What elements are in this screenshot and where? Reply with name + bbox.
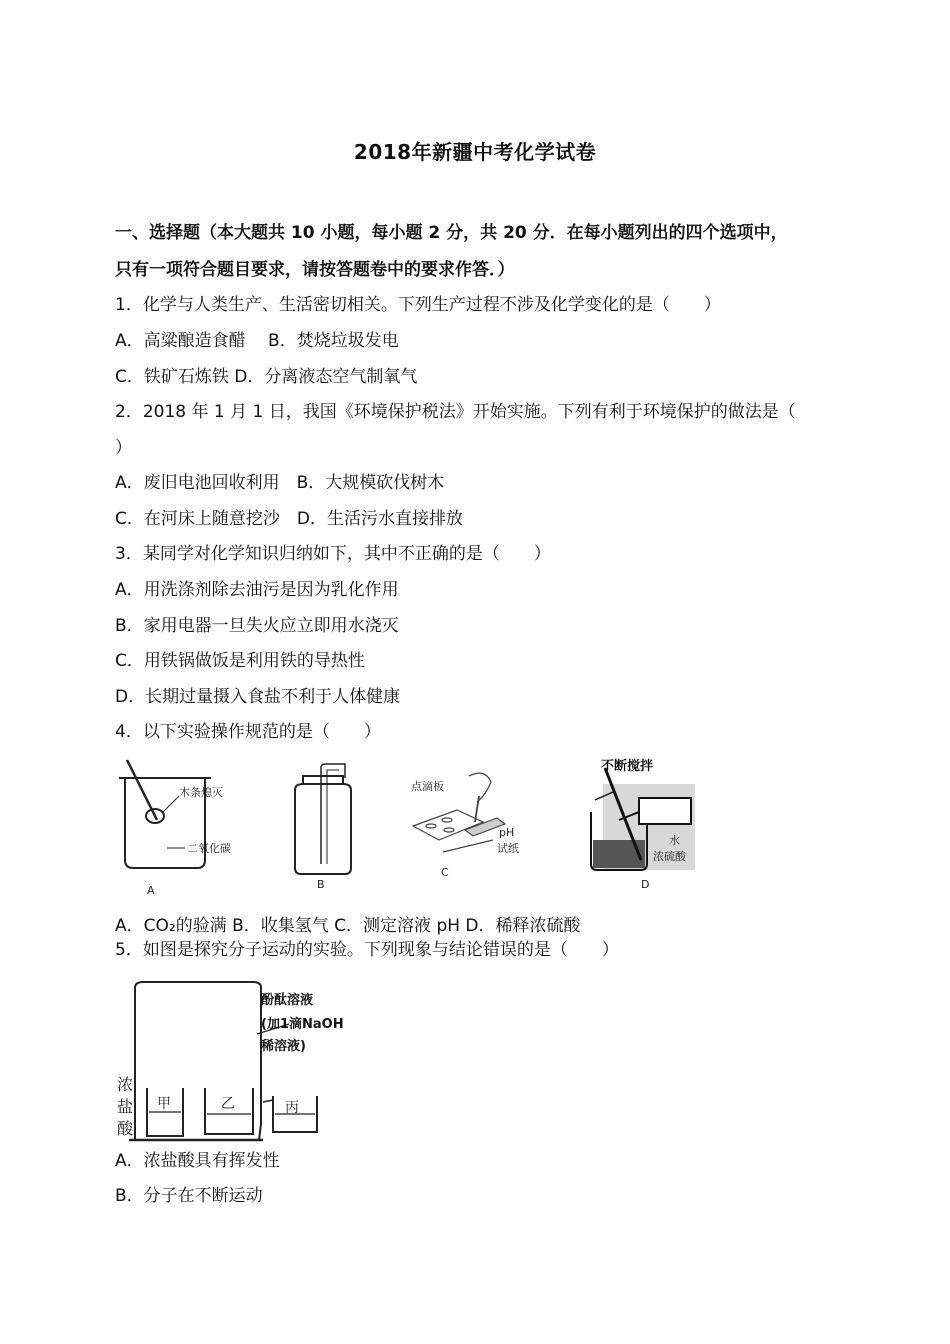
q4-options: A．CO₂的验满 B．收集氢气 C．测定溶液 pH D．稀释浓硫酸 bbox=[115, 916, 581, 936]
q5-option-a: A．浓盐酸具有挥发性 bbox=[115, 1151, 280, 1171]
q5-fig-acid2: 盐 bbox=[117, 1097, 134, 1116]
q5-option-b: B．分子在不断运动 bbox=[115, 1186, 263, 1206]
q5-fig-bell-jar bbox=[129, 982, 263, 1140]
q4-fig-a-gas: 二氧化碳 bbox=[187, 842, 231, 855]
q3-option-c: C．用铁锅做饭是利用铁的导热性 bbox=[115, 651, 365, 671]
q5-fig-label1: 酚酞溶液 bbox=[261, 993, 314, 1008]
q4-fig-b-bottle bbox=[295, 764, 351, 874]
q4-fig-a-letter: A bbox=[147, 884, 155, 897]
q4-fig-a-label: 木条熄灭 bbox=[179, 786, 223, 799]
q2-options-ab: A．废旧电池回收利用 B．大规模砍伐树木 bbox=[115, 473, 445, 493]
q5-fig-jia: 甲 bbox=[157, 1096, 171, 1112]
q5-fig-label2: (加1滴NaOH bbox=[261, 1017, 344, 1032]
q1-stem: 1．化学与人类生产、生活密切相关。下列生产过程不涉及化学变化的是（ ） bbox=[115, 295, 721, 315]
section-heading-line1: 一、选择题（本大题共 10 小题，每小题 2 分，共 20 分．在每小题列出的四个选项中， bbox=[115, 223, 788, 243]
section-heading-line2: 只有一项符合题目要求，请按答题卷中的要求作答．） bbox=[115, 260, 515, 280]
q5-stem: 5．如图是探究分子运动的实验。下列现象与结论错误的是（ ） bbox=[115, 940, 619, 960]
q4-figure bbox=[113, 756, 703, 898]
q3-stem: 3．某同学对化学知识归纳如下，其中不正确的是（ ） bbox=[115, 544, 551, 564]
q1-options-cd: C．铁矿石炼铁 D．分离液态空气制氧气 bbox=[115, 367, 418, 387]
q2-stem-line2: ） bbox=[115, 438, 132, 458]
q4-fig-c-letter: C bbox=[441, 866, 449, 879]
page-title: 2018年新疆中考化学试卷 bbox=[353, 140, 597, 164]
q5-fig-label3: 稀溶液) bbox=[261, 1039, 306, 1054]
q5-fig-acid1: 浓 bbox=[117, 1075, 134, 1094]
q2-stem-line1: 2．2018 年 1 月 1 日，我国《环境保护税法》开始实施。下列有利于环境保护的做法是（ bbox=[115, 402, 796, 422]
q5-fig-yi: 乙 bbox=[221, 1096, 235, 1112]
q4-fig-c-plate: 点滴板 bbox=[411, 780, 444, 793]
q4-fig-c-ph1: pH bbox=[499, 826, 515, 839]
q1-options-ab: A．高粱酿造食醋 B．焚烧垃圾发电 bbox=[115, 331, 399, 351]
q4-fig-d-acid: 浓硫酸 bbox=[653, 850, 686, 863]
q4-fig-d-stir: 不断搅拌 bbox=[601, 759, 654, 774]
q2-options-cd: C．在河床上随意挖沙 D．生活污水直接排放 bbox=[115, 509, 463, 529]
q4-fig-d-water: 水 bbox=[669, 834, 680, 847]
q4-fig-b-letter: B bbox=[317, 878, 325, 891]
q4-fig-c-ph2: 试纸 bbox=[497, 842, 519, 855]
q3-option-b: B．家用电器一旦失火应立即用水浇灭 bbox=[115, 616, 399, 636]
q4-stem: 4．以下实验操作规范的是（ ） bbox=[115, 722, 381, 742]
q5-fig-acid3: 酸 bbox=[117, 1119, 134, 1138]
q3-option-d: D．长期过量摄入食盐不利于人体健康 bbox=[115, 687, 401, 707]
q5-fig-bing: 丙 bbox=[285, 1100, 299, 1116]
q4-fig-d-letter: D bbox=[641, 878, 650, 891]
q3-option-a: A．用洗涤剂除去油污是因为乳化作用 bbox=[115, 580, 399, 600]
q5-figure bbox=[113, 976, 373, 1144]
